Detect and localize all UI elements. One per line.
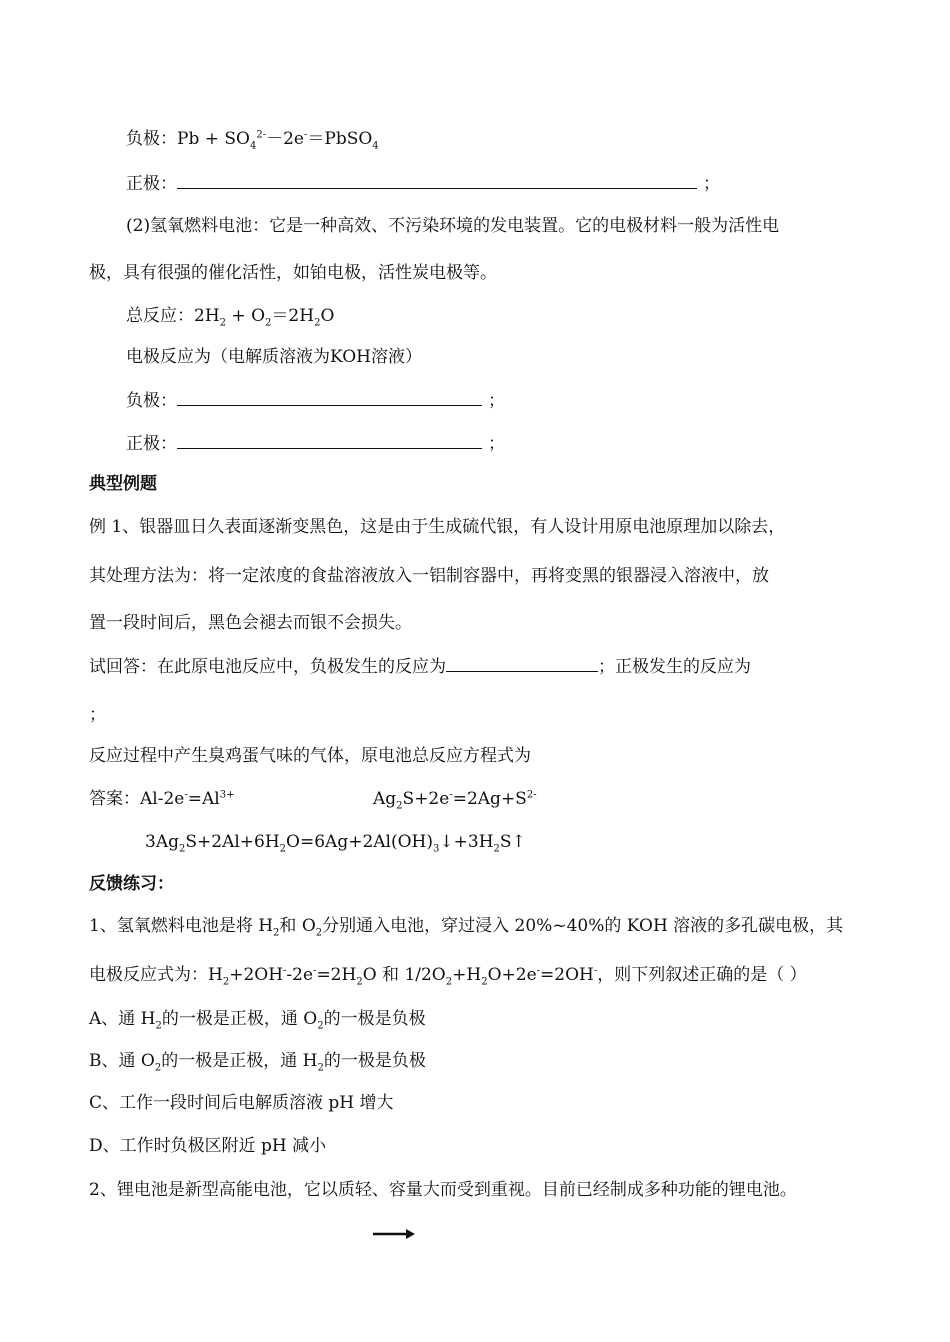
formula-part: ＝PbSO [307,129,373,149]
h2-fuel-cell-intro-line1: (2)氢氧燃料电池：它是一种高效、不污染环境的发电装置。它的电极材料一般为活性电 [126,216,780,236]
formula-part: 总反应：2H [126,306,220,326]
right-arrow-icon [373,1228,415,1240]
answer-part: =2Ag+S [452,789,527,809]
subscript: 2 [356,976,363,988]
superscript: - [303,129,308,141]
h2-fuel-cell-intro-line2: 极，具有很强的催化活性，如铂电极，活性炭电极等。 [89,263,497,283]
subscript: 2 [314,317,321,329]
example1-line2: 其处理方法为：将一定浓度的食盐溶液放入一铝制容器中，再将变黑的银器浸入溶液中，放 [89,566,769,586]
subscript: 2 [273,927,280,939]
punctuation: ； [488,391,505,411]
option-text: A、通 H [89,1009,156,1029]
superscript: 2- [256,129,267,141]
subscript: 4 [249,140,257,152]
question2-line: 2、锂电池是新型高能电池，它以质轻、容量大而受到重视。目前已经制成多种功能的锂电池。 [89,1180,797,1200]
answer-part: 3Ag [145,832,179,852]
option-d[interactable]: D、工作时负极区附近 pH 减小 [89,1136,327,1156]
subscript: 2 [445,976,453,988]
subscript: 2 [178,843,186,855]
superscript: - [449,789,453,801]
answer-part: S↑ [499,832,526,852]
question-text: -2e [286,965,314,985]
punctuation: ； [488,434,505,454]
answer-part: ↓+3H [439,832,494,852]
question-text: 1、氢氧燃料电池是将 H [89,916,274,936]
practice-heading: 反馈练习： [89,874,174,894]
answer-part: 答案：Al-2e [89,789,185,809]
subscript: 2 [279,843,287,855]
answer-blank[interactable] [177,389,482,406]
superscript: - [184,789,188,801]
label: 正极： [126,434,177,454]
question1-line2 [89,964,807,986]
subscript: 2 [481,976,488,988]
option-text: 的一极是负极 [323,1051,426,1071]
superscript: - [313,965,317,977]
superscript: 2- [526,789,537,801]
example1-line1: 例 1、银器皿日久表面逐渐变黑色，这是由于生成硫代银，有人设计用原电池原理加以除去， [89,517,786,537]
example1-line3: 置一段时间后，黑色会褪去而银不会损失。 [89,613,412,633]
option-text: 的一极是正极，通 H [161,1051,318,1071]
subscript: 2 [219,317,227,329]
option-text: 的一极是正极，通 O [161,1009,318,1029]
superscript: - [536,965,541,977]
subscript: 2 [154,1062,162,1074]
punctuation: ； [703,174,720,194]
negative-electrode-h2-line [126,389,505,412]
option-b[interactable] [89,1050,426,1072]
answer-part: S+2e [402,789,450,809]
total-reaction-line [126,305,334,327]
question-text: 分别通入电池，穿过浸入 20%~40%的 KOH 溶液的多孔碳电极，其 [322,916,844,936]
superscript: - [283,965,287,977]
examples-heading: 典型例题 [89,474,157,494]
option-text: B、通 O [89,1051,155,1071]
example1-question3: 反应过程中产生臭鸡蛋气味的气体，原电池总反应方程式为 [89,746,531,766]
superscript: 3+ [219,789,235,801]
subscript: 2 [265,317,272,329]
answer-part: S+2Al+6H [185,832,280,852]
formula-part: + O [226,306,266,326]
question-text: 电极反应式为：H [89,965,223,985]
superscript: - [593,965,598,977]
answer-blank[interactable] [177,432,482,449]
example1-question1 [89,655,751,678]
formula-part: ＝2H [271,306,315,326]
question-text: =2OH [540,965,594,985]
positive-electrode-h2-line [126,432,505,455]
label: 负极： [126,391,177,411]
answer-part: =Al [187,789,220,809]
answer-part: O=6Ag+2Al(OH) [286,832,434,852]
subscript: 2 [222,976,230,988]
label: 正极： [126,174,177,194]
electrode-note-line: 电极反应为（电解质溶液为KOH溶液） [126,347,423,367]
question-text: 试回答：在此原电池反应中，负极发生的反应为 [89,657,446,677]
option-a[interactable] [89,1008,426,1030]
subscript: 4 [372,140,379,152]
answer-blank[interactable] [446,655,598,672]
formula-part: O [320,306,335,326]
subscript: 2 [315,927,323,939]
question-text: ，则下列叙述正确的是（ ） [597,965,807,985]
answer-blank[interactable] [177,172,697,189]
formula-part: －2e [266,129,304,149]
formula-part: Pb + SO [177,129,250,149]
question-text: +2OH [229,965,284,985]
question1-line1 [89,915,843,937]
positive-electrode-pb-line [126,172,720,195]
answer-line1-positive [373,788,537,810]
subscript: 3 [433,843,440,855]
subscript: 2 [396,800,403,812]
subscript: 2 [317,1062,324,1074]
question-text: 和 O [279,916,316,936]
answer-line1 [89,788,234,810]
negative-electrode-pb-line [126,128,379,150]
option-text: 的一极是负极 [323,1009,426,1029]
question-text: O+2e [487,965,537,985]
question-text: O 和 1/2O [362,965,446,985]
question-text: ；正极发生的反应为 [598,657,751,677]
option-c[interactable]: C、工作一段时间后电解质溶液 pH 增大 [89,1093,394,1113]
answer-part: Ag [373,789,397,809]
subscript: 2 [155,1020,162,1032]
label: 负极： [126,129,177,149]
subscript: 2 [493,843,500,855]
answer-line2 [145,831,526,853]
example1-question2: ； [89,705,106,725]
question-text: +H [452,965,482,985]
question-text: =2H [316,965,357,985]
subscript: 2 [317,1020,324,1032]
